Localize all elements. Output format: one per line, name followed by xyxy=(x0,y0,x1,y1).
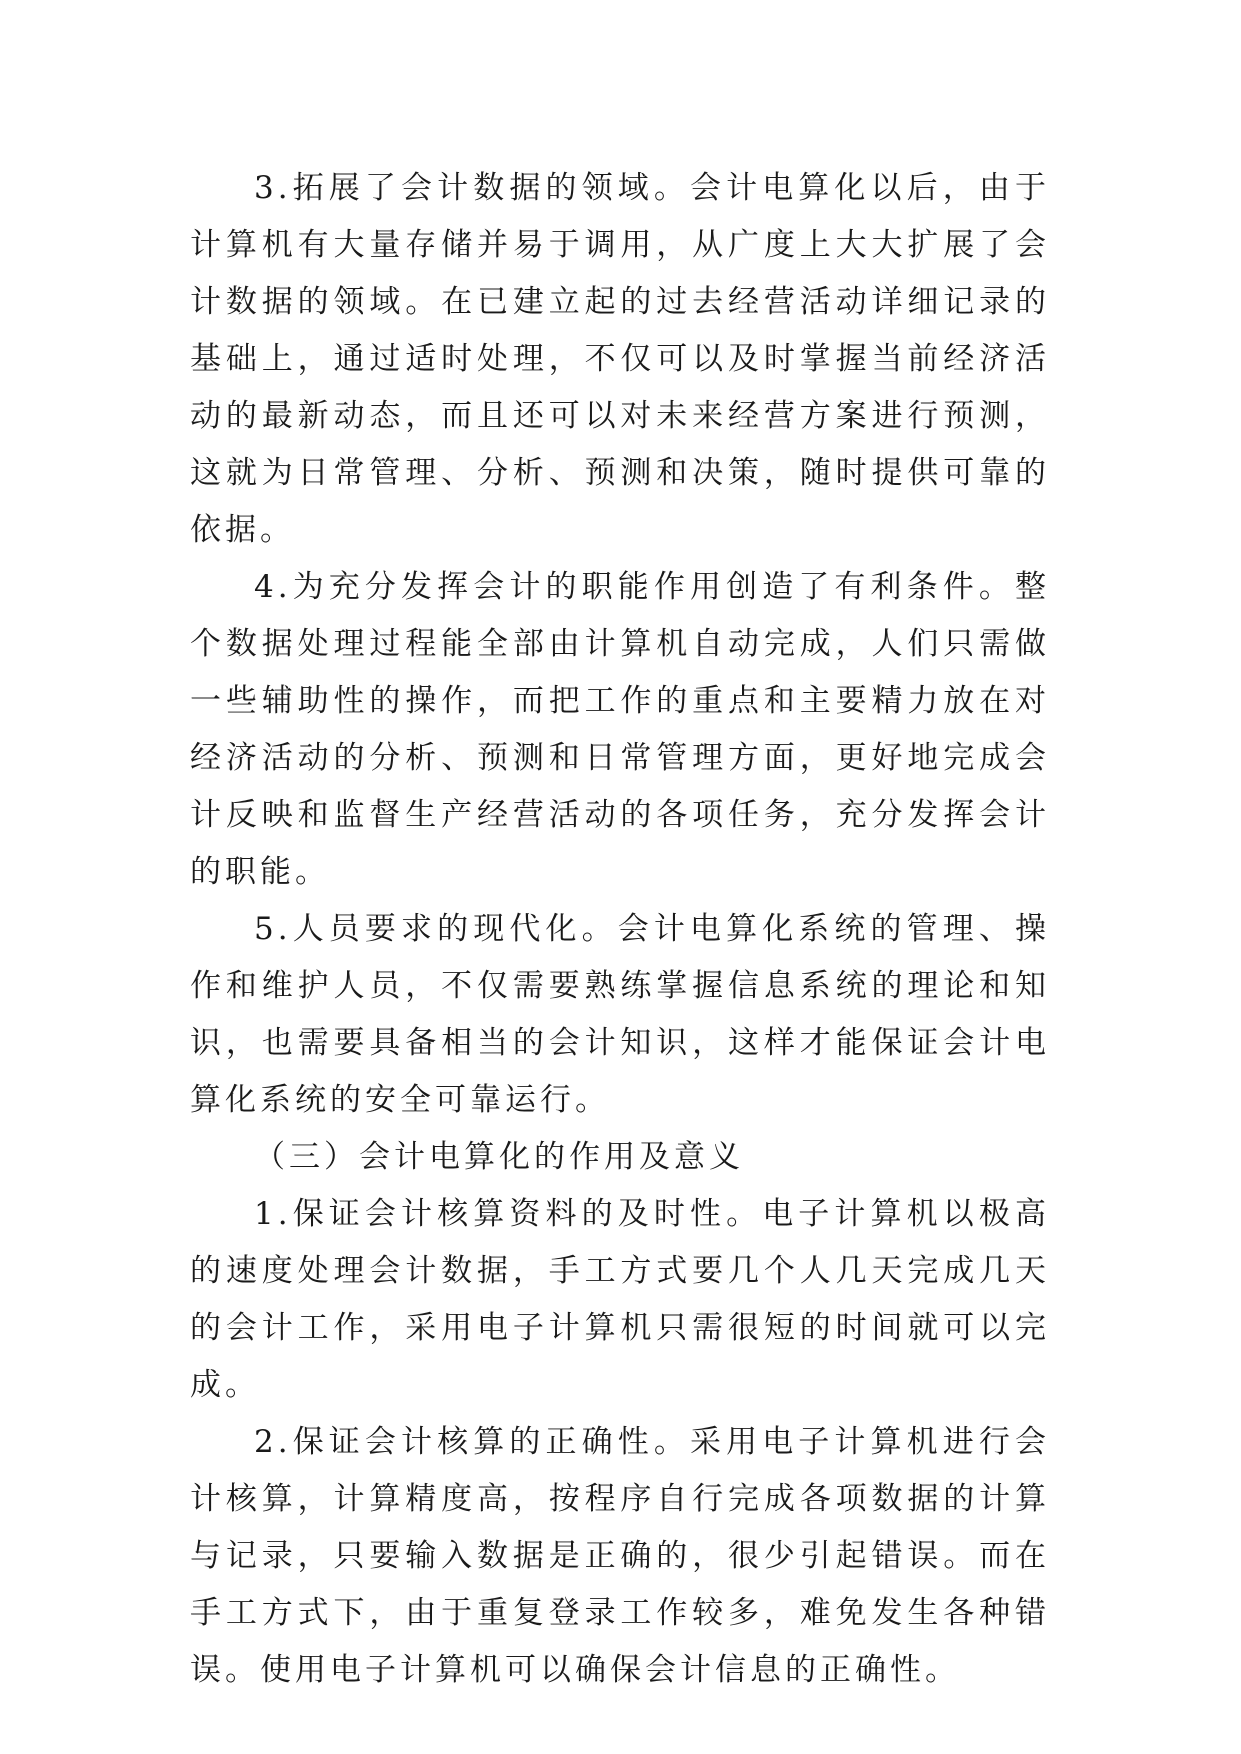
paragraph-accounting-functions: 4.为充分发挥会计的职能作用创造了有利条件。整个数据处理过程能全部由计算机自动完成，人们只需做一些辅助性的操作，而把工作的重点和主要精力放在对经济活动的分析、预测和日常管理方面，更好地完成会计反映和监督生产经营活动的各项任务，充分发挥会计的职能。 xyxy=(190,569,1050,890)
paragraph-timeliness: 1.保证会计核算资料的及时性。电子计算机以极高的速度处理会计数据，手工方式要几个人几天完成几天的会计工作，采用电子计算机只需很短的时间就可以完成。 xyxy=(190,1196,1050,1403)
section-heading: （三）会计电算化的作用及意义 xyxy=(254,1139,744,1175)
paragraph-personnel-modernization: 5.人员要求的现代化。会计电算化系统的管理、操作和维护人员，不仅需要熟练掌握信息系统的理论和知识，也需要具备相当的会计知识，这样才能保证会计电算化系统的安全可靠运行。 xyxy=(190,911,1050,1118)
paragraph-correctness: 2.保证会计核算的正确性。采用电子计算机进行会计核算，计算精度高，按程序自行完成各项数据的计算与记录，只要输入数据是正确的，很少引起错误。而在手工方式下，由于重复登录工作较多，难免发生各种错误。使用电子计算机可以确保会计信息的正确性。 xyxy=(190,1424,1050,1688)
paragraph-expand-data-domain: 3.拓展了会计数据的领域。会计电算化以后，由于计算机有大量存储并易于调用，从广度上大大扩展了会计数据的领域。在已建立起的过去经营活动详细记录的基础上，通过适时处理，不仅可以及时掌握当前经济活动的最新动态，而且还可以对未来经营方案进行预测，这就为日常管理、分析、预测和决策，随时提供可靠的依据。 xyxy=(190,170,1050,548)
document-body xyxy=(190,160,1050,1699)
